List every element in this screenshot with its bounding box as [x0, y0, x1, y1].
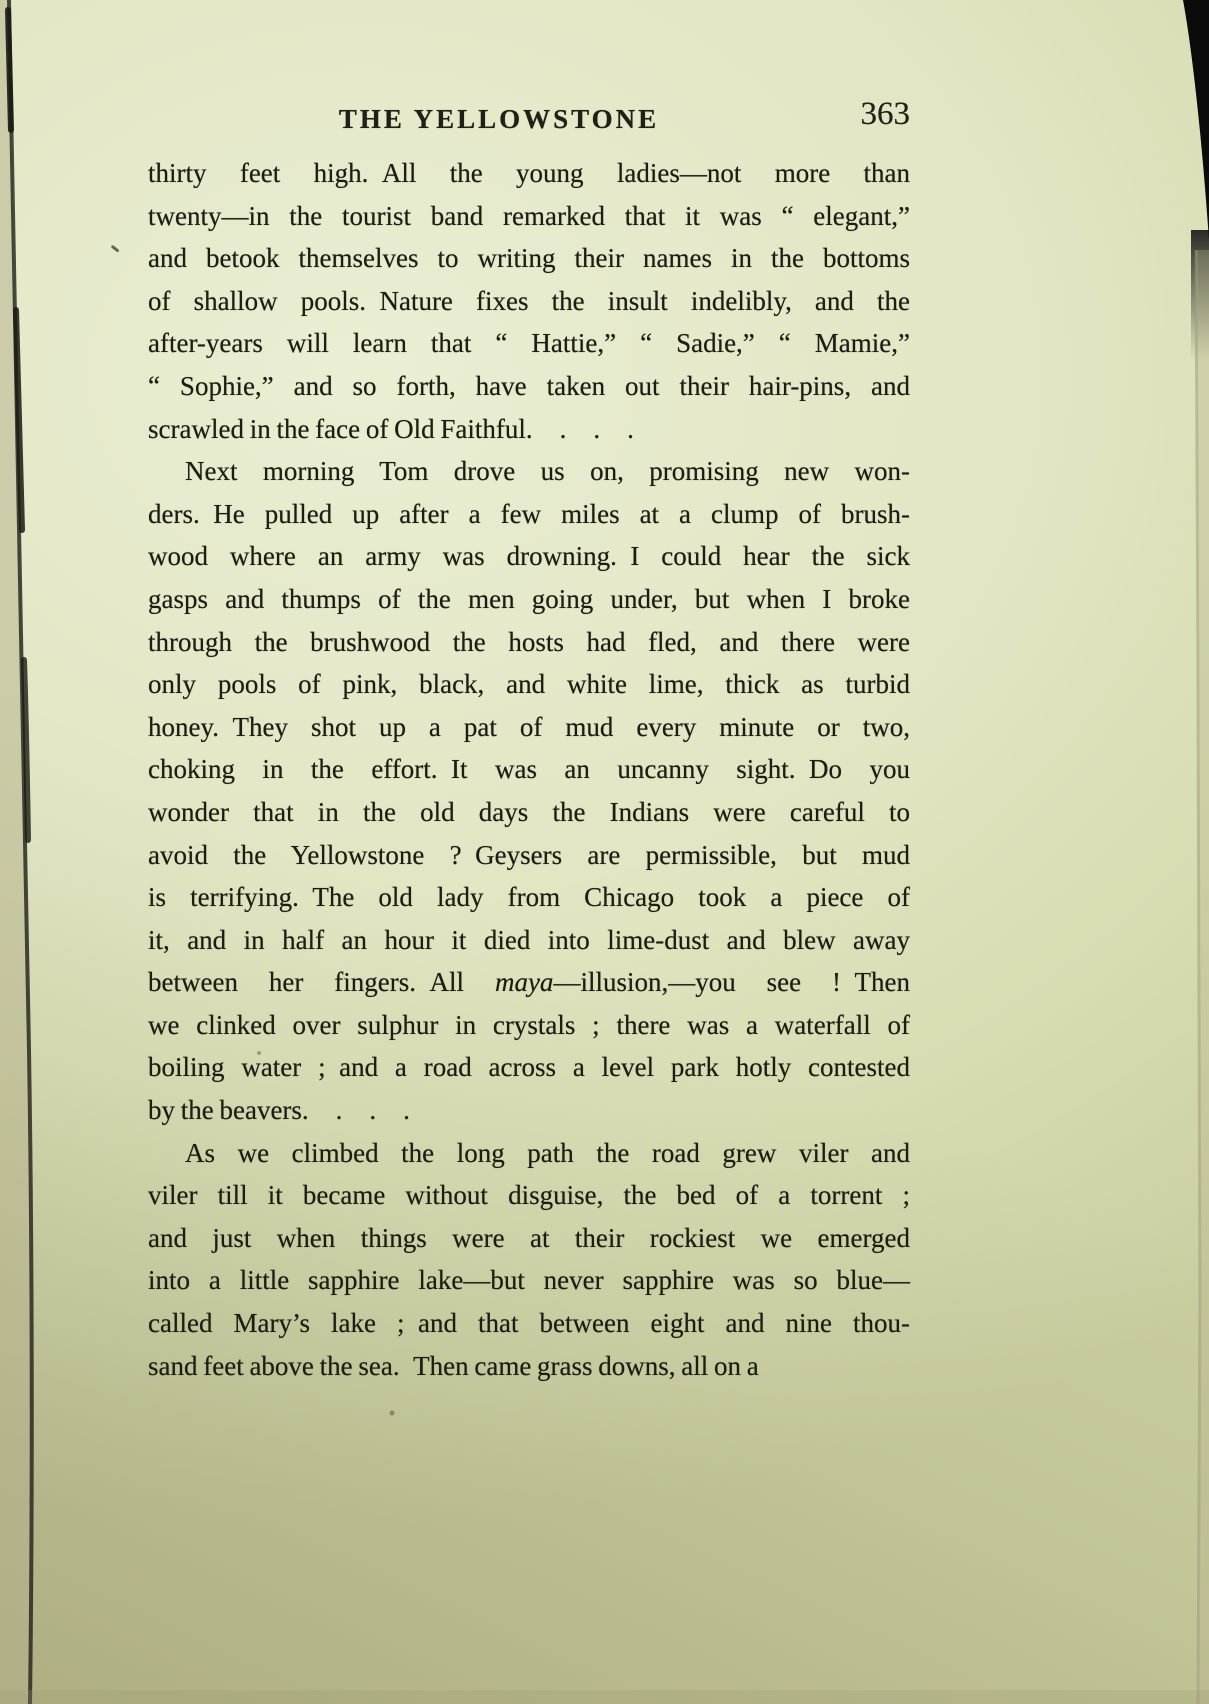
text-line: boiling water ; and a road across a level park hotly contested [148, 1052, 910, 1083]
text-line: by the beavers. . . . [148, 1095, 410, 1126]
right-page-edge-line [1196, 250, 1200, 1704]
left-page-edge-band [0, 0, 33, 1704]
text-line: honey. They shot up a pat of mud every minute or two, [148, 711, 910, 742]
corner-shadow [1183, 0, 1209, 240]
text-line: of shallow pools. Nature fixes the insult indelibly, and the [148, 285, 910, 316]
text-line: choking in the effort. It was an uncanny sight. Do you [148, 754, 910, 785]
corner-shadow-fade [1191, 230, 1209, 360]
text-line: avoid the Yellowstone ? Geysers are permissible, but mud [148, 839, 910, 870]
text-line: into a little sapphire lake—but never sapphire was so blue— [148, 1265, 910, 1296]
text-line: is terrifying. The old lady from Chicago took a piece of [148, 882, 910, 913]
binding-ink-segment-mid [16, 310, 22, 530]
running-head [148, 96, 910, 152]
text-line: only pools of pink, black, and white lime, thick as turbid [148, 669, 910, 700]
text-line: viler till it became without disguise, the bed of a torrent ; [148, 1180, 910, 1211]
paper-speck-2 [390, 1411, 395, 1416]
text-line: ders. He pulled up after a few miles at a clump of brush- [148, 498, 910, 529]
text-block [148, 152, 910, 1387]
text-line: we clinked over sulphur in crystals ; there was a waterfall of [148, 1009, 910, 1040]
paragraph [148, 152, 910, 450]
bottom-edge-band [0, 1690, 1209, 1704]
text-line: through the brushwood the hosts had fled, and there were [148, 626, 910, 657]
text-line: wonder that in the old days the Indians were careful to [148, 796, 910, 827]
text-line: and betook themselves to writing their names in the bottoms [148, 243, 910, 274]
text-line: scrawled in the face of Old Faithful. . . . [148, 413, 634, 444]
right-page-edge-band [1196, 250, 1209, 1704]
paper-speck-1 [111, 245, 120, 253]
text-line: between her fingers. All maya—illusion,—you see ! Then [148, 967, 910, 998]
text-line: thirty feet high. All the young ladies—not more than [148, 158, 910, 188]
text-line: it, and in half an hour it died into lime-dust and blew away [148, 924, 910, 955]
running-header-title: THE YELLOWSTONE [338, 104, 660, 134]
text-line: Next morning Tom drove us on, promising new won- [185, 456, 910, 487]
binding-ink-segment-top [8, 10, 11, 130]
text-line: “ Sophie,” and so forth, have taken out their hair-pins, and [148, 370, 910, 401]
text-line: As we climbed the long path the road grew viler and [185, 1137, 910, 1168]
page-number: 363 [860, 96, 910, 132]
binding-ink-segment-low [24, 660, 28, 840]
text-line: sand feet above the sea. Then came grass downs, all on a [148, 1350, 759, 1381]
paragraph [148, 1132, 910, 1388]
text-line: called Mary’s lake ; and that between eight and nine thou- [148, 1308, 910, 1339]
text-line: twenty—in the tourist band remarked that it was “ elegant,” [148, 200, 910, 231]
text-line: after-years will learn that “ Hattie,” “ Sadie,” “ Mamie,” [148, 328, 910, 359]
text-line: wood where an army was drowning. I could hear the sick [148, 541, 910, 572]
text-line: and just when things were at their rockiest we emerged [148, 1222, 910, 1253]
paragraph [148, 450, 910, 1132]
text-line: gasps and thumps of the men going under, but when I broke [148, 583, 910, 614]
binding-edge-line [9, 0, 32, 1704]
